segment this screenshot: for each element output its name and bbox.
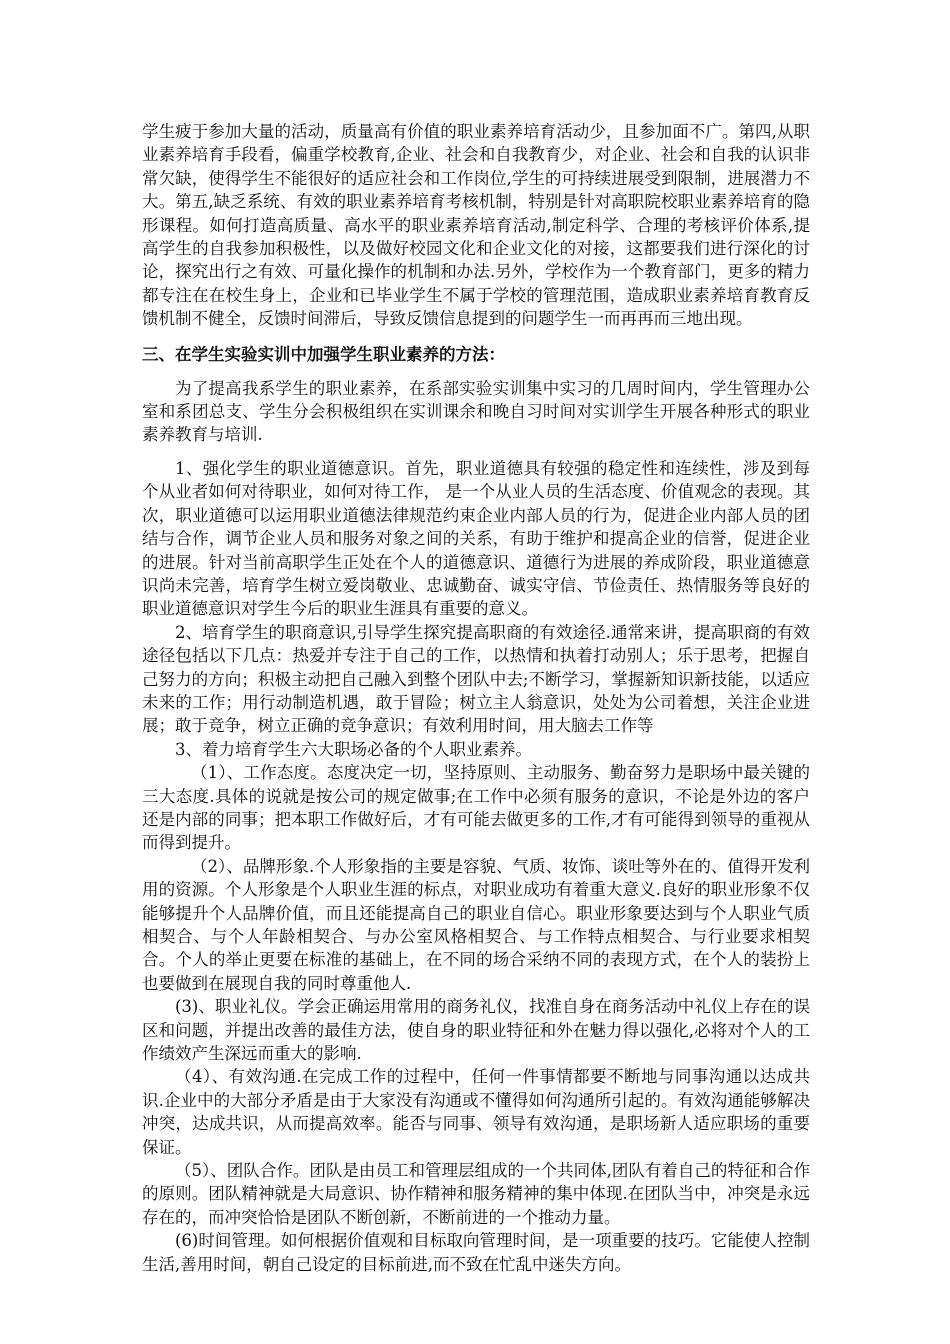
paragraph-point-3: 3、着力培育学生六大职场必备的个人职业素养。 — [175, 739, 532, 759]
paragraph-communication: （4）、有效沟通.在完成工作的过程中，任何一件事情都要不断地与同事沟通以达成共识.企业中的大部分矛盾是由于大家没有沟通或不懂得如何沟通所引起的。有效沟通能够解决冲突，达成共识，从而提高效率。能否与同事、领导有效沟通，是职场新人适应职场的重要保证。 — [142, 1067, 810, 1157]
paragraph-etiquette: (3)、职业礼仪。学会正确运用常用的商务礼仪，找准自身在商务活动中礼仪上存在的误区和问题，并提出改善的最佳方法，使自身的职业特征和外在魅力得以强化,必将对个人的工作绩效产生深远而重大的影响. — [142, 997, 810, 1064]
paragraph-attitude: （1）、工作态度。态度决定一切，坚持原则、主动服务、勤奋努力是职场中最关键的三大态度.具体的说就是按公司的规定做事;在工作中必须有服务的意识，不论是外边的客户还是内部的同事；把本职工作做好后，才有可能去做更多的工作,才有可能得到领导的重视从而得到提升。 — [142, 763, 810, 853]
paragraph-time-management: (6)时间管理。如何根据价值观和目标取向管理时间，是一项重要的技巧。它能使人控制生活,善用时间，朝自己设定的目标前进,而不致在忙乱中迷失方向。 — [142, 1231, 810, 1274]
paragraph-point-2: 2、培育学生的职商意识,引导学生探究提高职商的有效途径.通常来讲，提高职商的有效途径包括以下几点：热爱并专注于自己的工作，以热情和执着打动别人；乐于思考，把握自己努力的方向；积极主动把自己融入到整个团队中去;不断学习，掌握新知识新技能，以适应未来的工作；用行动制造机遇，敢于冒险；树立主人翁意识，处处为公司着想，关注企业进展；敢于竞争，树立正确的竞争意识；有效利用时间，用大脑去工作等 — [142, 622, 810, 736]
paragraph-teamwork: （5）、团队合作。团队是由员工和管理层组成的一个共同体,团队有着自己的特征和合作的原则。团队精神就是大局意识、协作精神和服务精神的集中体现.在团队当中，冲突是永远存在的，而冲突恰恰是团队不断创新，不断前进的一个推动力量。 — [142, 1161, 810, 1227]
paragraph-point-1: 1、强化学生的职业道德意识。首先，职业道德具有较强的稳定性和连续性，涉及到每个从业者如何对待职业，如何对待工作， 是一个从业人员的生活态度、价值观念的表现。其次，职业道德可以运用职业道德法律规范约束企业内部人员的行为，促进企业内部人员的团结与合作，调节企业人员和服务对象之间的关系，有助于维护和提高企业的信誉，促进企业的进展。针对当前高职学生正处在个人的道德意识、道德行为进展的养成阶段，职业道德意识尚未完善，培育学生树立爱岗敬业、忠诚勤奋、诚实守信、节俭责任、热情服务等良好的职业道德意识对学生今后的职业生涯具有重要的意义。 — [142, 458, 810, 619]
section-heading: 三、在学生实验实训中加强学生职业素养的方法： — [142, 344, 505, 364]
paragraph-purpose: 为了提高我系学生的职业素养，在系部实验实训集中实习的几周时间内，学生管理办公室和系团总支、学生分会积极组织在实训课余和晚自习时间对实训学生开展各种形式的职业素养教育与培训. — [142, 378, 810, 445]
paragraph-image: （2）、品牌形象.个人形象指的主要是容貌、气质、妆饰、谈吐等外在的、值得开发利用的资源。个人形象是个人职业生涯的标点，对职业成功有着重大意义.良好的职业形象不仅能够提升个人品牌价值，而且还能提高自己的职业自信心。职业形象要达到与个人职业气质相契合、与个人年龄相契合、与办公室风格相契合、与工作特点相契合、与行业要求相契合。个人的举止更要在标准的基础上，在不同的场合采纳不同的表现方式，在个人的装扮上也要做到在展现自我的同时尊重他人. — [142, 856, 810, 993]
paragraph-intro: 学生疲于参加大量的活动，质量高有价值的职业素养培育活动少，且参加面不广。第四,从职业素养培育手段看，偏重学校教育,企业、社会和自我教育少，对企业、社会和自我的认识非常欠缺，使得学生不能很好的适应社会和工作岗位,学生的可持续进展受到限制，进展潜力不大。第五,缺乏系统、有效的职业素养培育考核机制，特别是针对高职院校职业素养培育的隐形课程。如何打造高质量、高水平的职业素养培育活动,制定科学、合理的考核评价体系,提高学生的自我参加积极性，以及做好校园文化和企业文化的对接，这都要我们进行深化的讨论，探究出行之有效、可量化操作的机制和办法.另外，学校作为一个教育部门，更多的精力都专注在在校生身上，企业和已毕业学生不属于学校的管理范围，造成职业素养培育教育反馈机制不健全，反馈时间滞后，导致反馈信息提到的问题学生一而再再而三地出现。 — [142, 122, 810, 329]
document-page — [142, 120, 810, 1276]
